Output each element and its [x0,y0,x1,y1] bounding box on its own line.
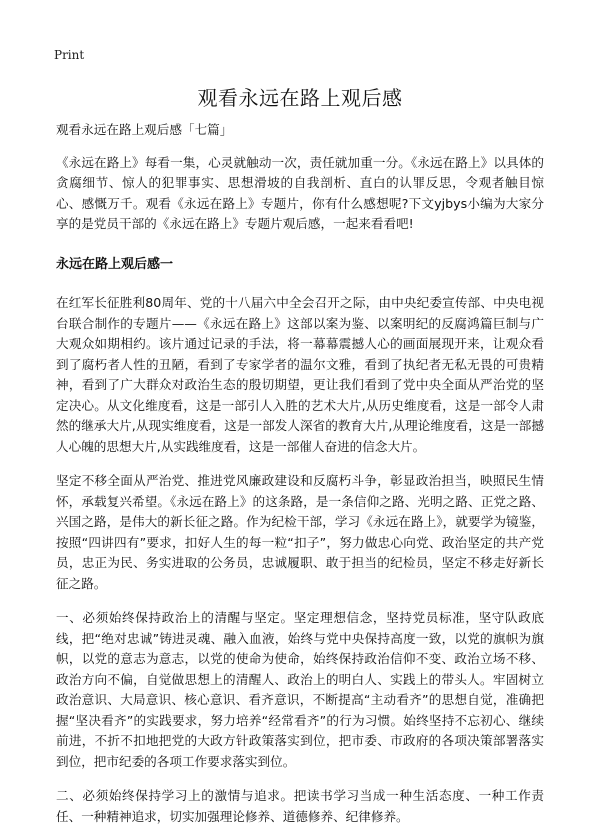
intro-paragraph: 《永远在路上》每看一集，心灵就触动一次，责任就加重一分。《永远在路上》以具体的贪腐细节、惊人的犯罪事实、思想滑坡的自我剖析、直白的认罪反思，令观者触目惊心、感慨万千。观看《永远在路上》专题片，你有什么感想呢?下文yjbys小编为大家分享的是党员干部的《永远在路上》专题片观后感，一起来看看吧! [56,154,544,231]
document-subtitle: 观看永远在路上观后感「七篇」 [56,122,233,137]
body-paragraph: 二、必须始终保持学习上的激情与追求。把读书学习当成一种生活态度、一种工作责任、一种精神追求，切实加强理论修养、道德修养、纪律修养。 [56,788,544,824]
page-title: 观看永远在路上观后感 [197,86,403,110]
print-label: Print [54,48,85,62]
body-paragraph: 在红军长征胜利80周年、党的十八届六中全会召开之际，由中央纪委宣传部、中央电视台联合制作的专题片——《永远在路上》这部以案为鉴、以案明纪的反腐鸿篇巨制与广大观众如期相约。该片通过记录的手法，将一幕幕震撼人心的画面展现开来，让观众看到了腐朽者人性的丑陋，看到了专家学者的温尔文雅，看到了执纪者无私无畏的可贵精神，看到了广大群众对政治生态的殷切期望，更让我们看到了党中央全面从严治党的坚定决心。从文化维度看，这是一部引人入胜的艺术大片,从历史维度看，这是一部令人肃然的继承大片,从现实维度看，这是一部发人深省的教育大片,从理论维度看，这是一部撼人心魄的思想大片,从实践维度看，这是一部催人奋进的信念大片。 [56,295,544,454]
body-paragraph: 坚定不移全面从严治党、推进党风廉政建设和反腐朽斗争，彰显政治担当，映照民生情怀，承载复兴希望。《永远在路上》的这条路，是一条信仰之路、光明之路、正党之路、兴国之路，是伟大的新长征之路。作为纪检干部，学习《永远在路上》，就要学为镜鉴，按照“四讲四有”要求，扣好人生的每一粒“扣子”，努力做忠心向党、政治坚定的共产党员，忠正为民、务实进取的公务员，忠诚履职、敢于担当的纪检员，坚定不移走好新长征之路。 [56,473,544,591]
section-heading: 永远在路上观后感一 [56,256,174,272]
body-paragraph: 一、必须始终保持政治上的清醒与坚定。坚定理想信念，坚持党员标准，坚守队政底线，把“绝对忠诚”铸进灵魂、融入血液，始终与党中央保持高度一致，以党的旗帜为旗帜，以党的意志为意志，以党的使命为使命，始终保持政治信仰不变、政治立场不移、政治方向不偏，自觉做思想上的清醒人、政治上的明白人、实践上的带头人。牢固树立政治意识、大局意识、核心意识、看齐意识，不断提高“主动看齐”的思想自觉，准确把握“坚决看齐”的实践要求，努力培养“经常看齐”的行为习惯。始终坚持不忘初心、继续前进，不折不扣地把党的大政方针政策落实到位，把市委、市政府的各项决策部署落实到位，把市纪委的各项工作要求落实到位。 [56,610,544,769]
document-body [56,120,544,827]
